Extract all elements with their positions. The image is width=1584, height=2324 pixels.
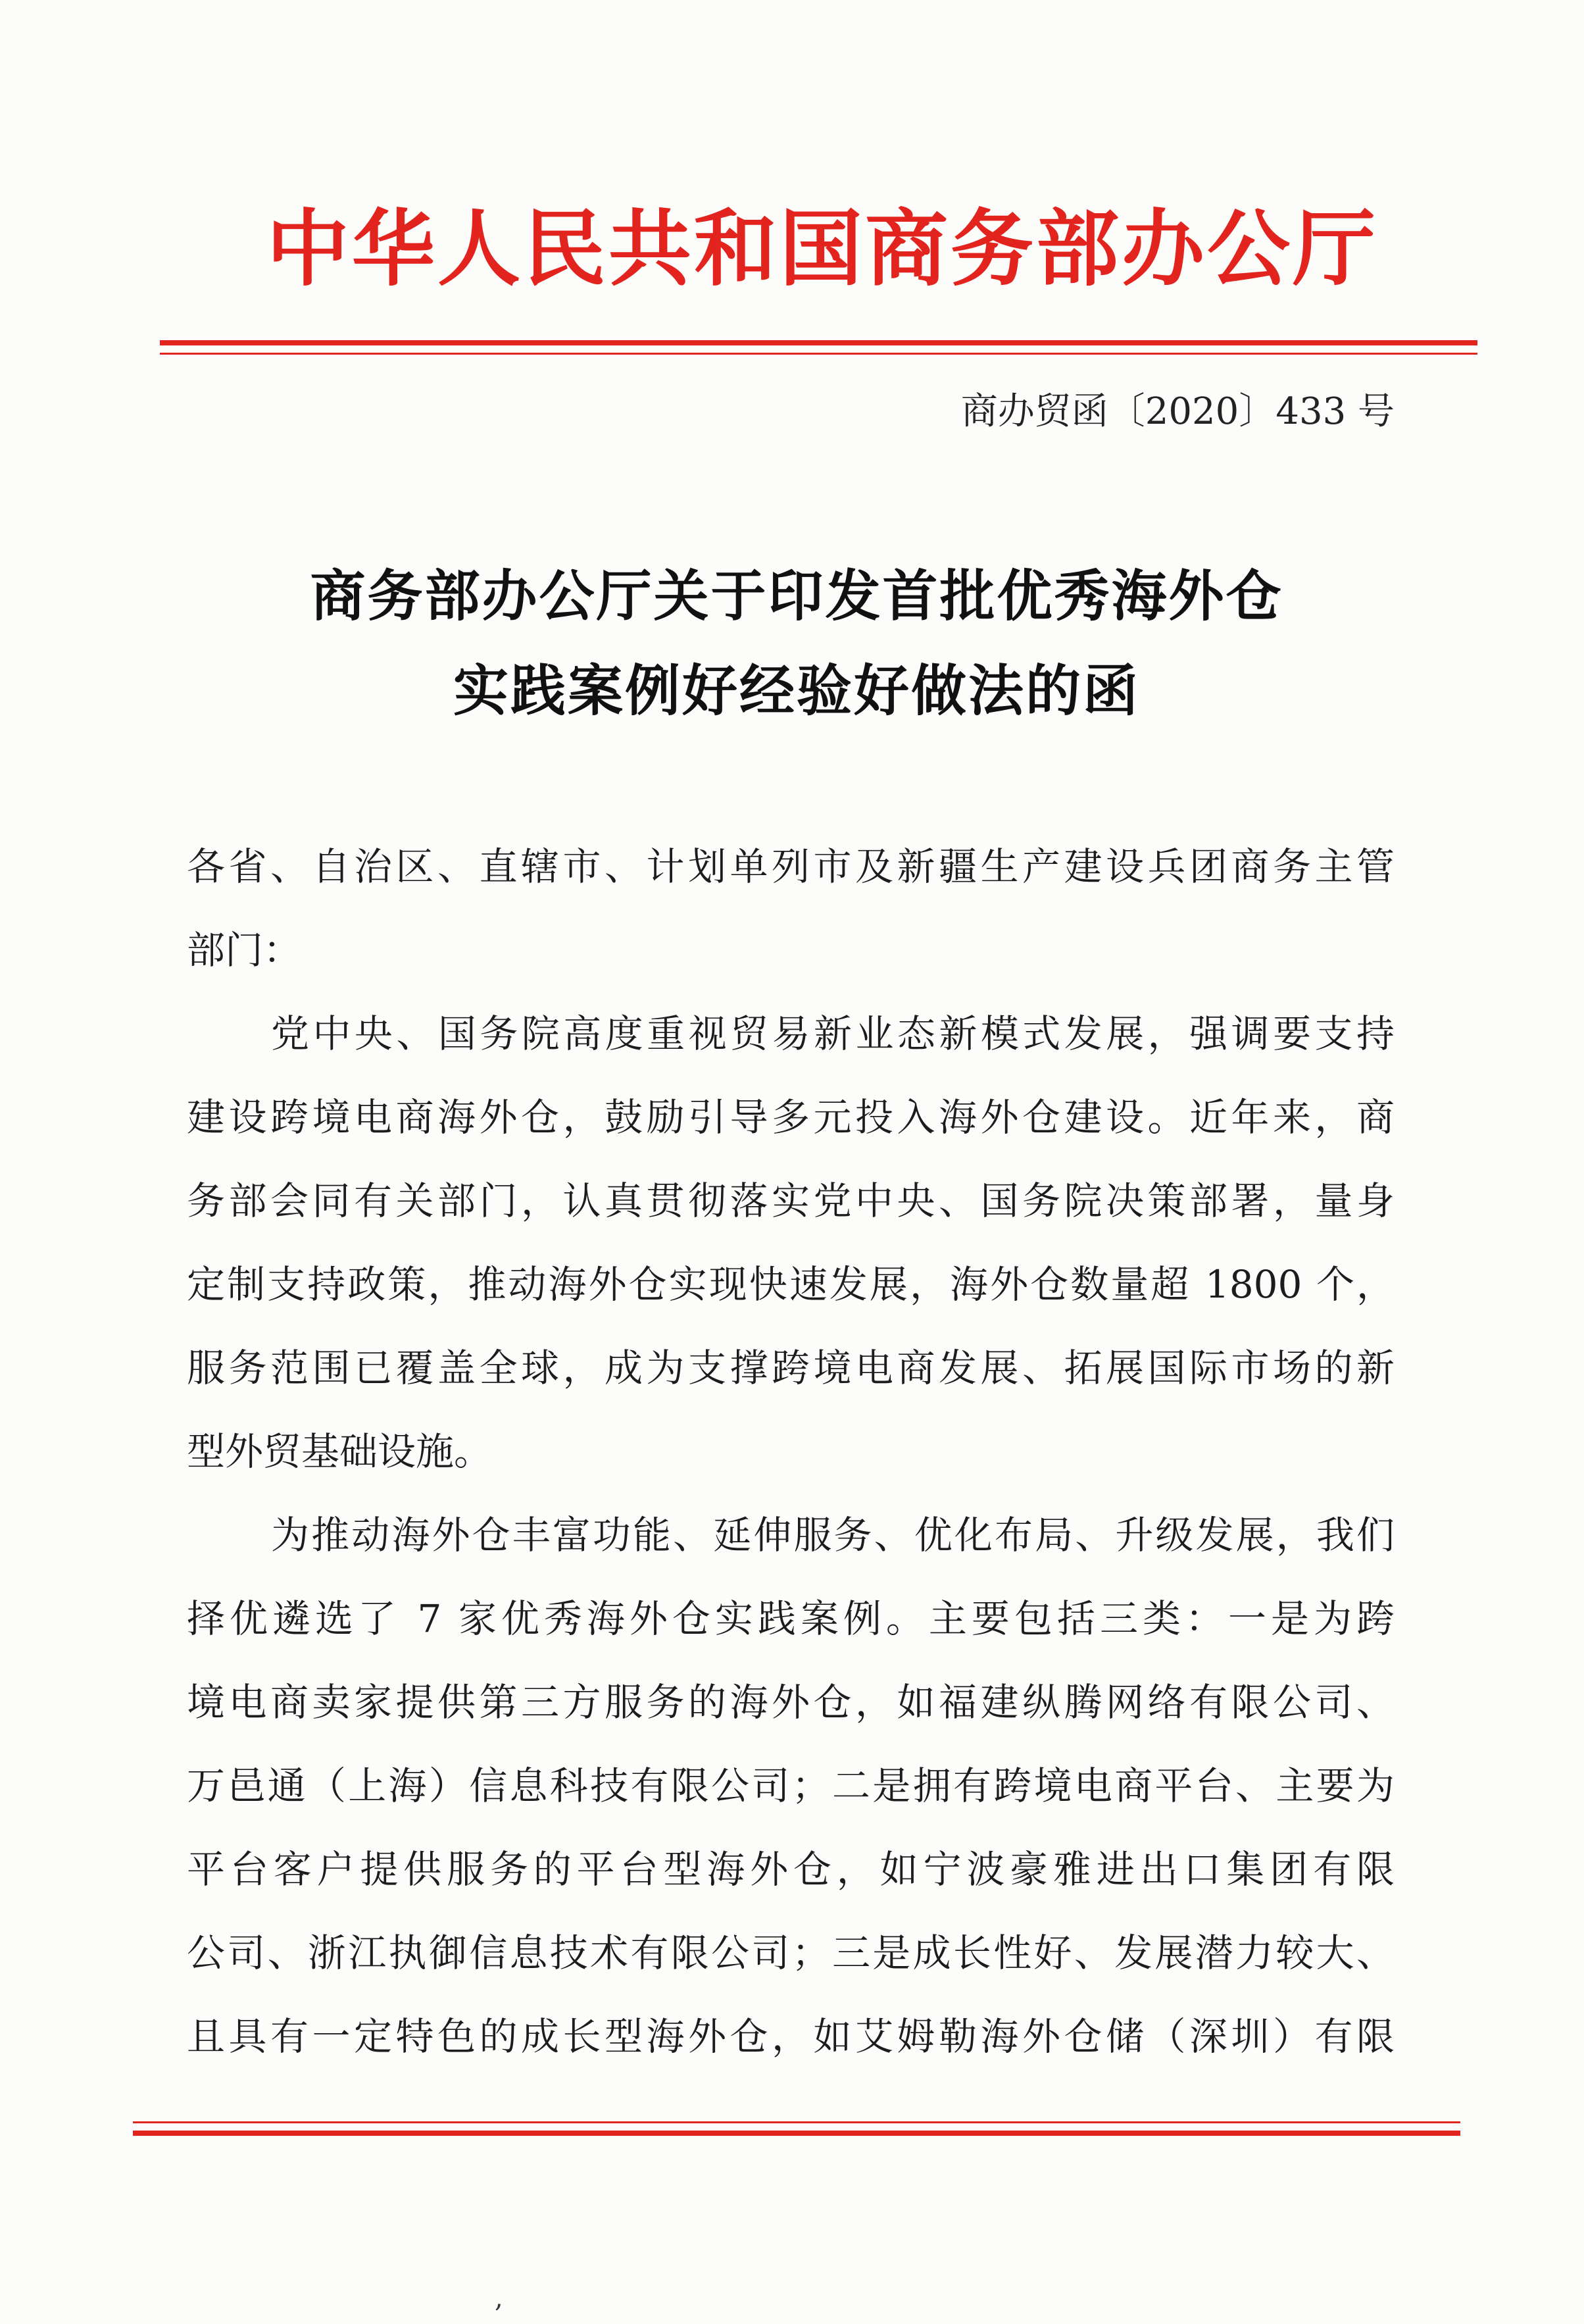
paragraph bbox=[187, 1494, 1395, 2079]
document-number: 商办贸函〔2020〕433 号 bbox=[960, 390, 1395, 433]
body-line: 公司、浙江执御信息技术有限公司；三是成长性好、发展潜力较大、 bbox=[187, 1931, 1395, 1975]
document-title-line: 实践案例好经验好做法的函 bbox=[453, 658, 1140, 723]
body-line: 且具有一定特色的成长型海外仓，如艾姆勒海外仓储（深圳）有限 bbox=[187, 2014, 1395, 2059]
page-mark: , bbox=[495, 2283, 503, 2313]
footer-red-rule-thin bbox=[133, 2121, 1460, 2123]
body-line: 务部会同有关部门，认真贯彻落实党中央、国务院决策部署，量身 bbox=[187, 1178, 1395, 1223]
salutation bbox=[187, 825, 1395, 992]
document-title bbox=[160, 549, 1433, 738]
body-line: 党中央、国务院高度重视贸易新业态新模式发展，强调要支持 bbox=[271, 1011, 1395, 1056]
body-line: 择优遴选了 7 家优秀海外仓实践案例。主要包括三类：一是为跨 bbox=[187, 1596, 1395, 1641]
body-line: 服务范围已覆盖全球，成为支撑跨境电商发展、拓展国际市场的新 bbox=[187, 1346, 1395, 1390]
header-red-rule-thick bbox=[160, 340, 1477, 345]
document-body bbox=[187, 825, 1395, 2079]
footer-red-rule-thick bbox=[133, 2131, 1460, 2136]
body-line: 各省、自治区、直辖市、计划单列市及新疆生产建设兵团商务主管 bbox=[187, 844, 1395, 889]
body-line: 为推动海外仓丰富功能、延伸服务、优化布局、升级发展，我们 bbox=[271, 1513, 1395, 1557]
body-line: 平台客户提供服务的平台型海外仓，如宁波豪雅进出口集团有限 bbox=[187, 1847, 1395, 1892]
header-red-rule-thin bbox=[160, 353, 1477, 355]
issuing-organization-title: 中华人民共和国商务部办公厅 bbox=[266, 200, 1375, 297]
paragraph bbox=[187, 992, 1395, 1494]
body-line: 境电商卖家提供第三方服务的海外仓，如福建纵腾网络有限公司、 bbox=[187, 1680, 1395, 1725]
body-line: 建设跨境电商海外仓，鼓励引导多元投入海外仓建设。近年来，商 bbox=[187, 1095, 1395, 1140]
document-title-line: 商务部办公厅关于印发首批优秀海外仓 bbox=[310, 563, 1283, 628]
body-line: 万邑通（上海）信息科技有限公司；二是拥有跨境电商平台、主要为 bbox=[187, 1763, 1395, 1808]
body-line: 定制支持政策，推动海外仓实现快速发展，海外仓数量超 1800 个， bbox=[187, 1262, 1395, 1307]
body-line: 部门： bbox=[187, 928, 302, 973]
body-line: 型外贸基础设施。 bbox=[187, 1429, 493, 1474]
